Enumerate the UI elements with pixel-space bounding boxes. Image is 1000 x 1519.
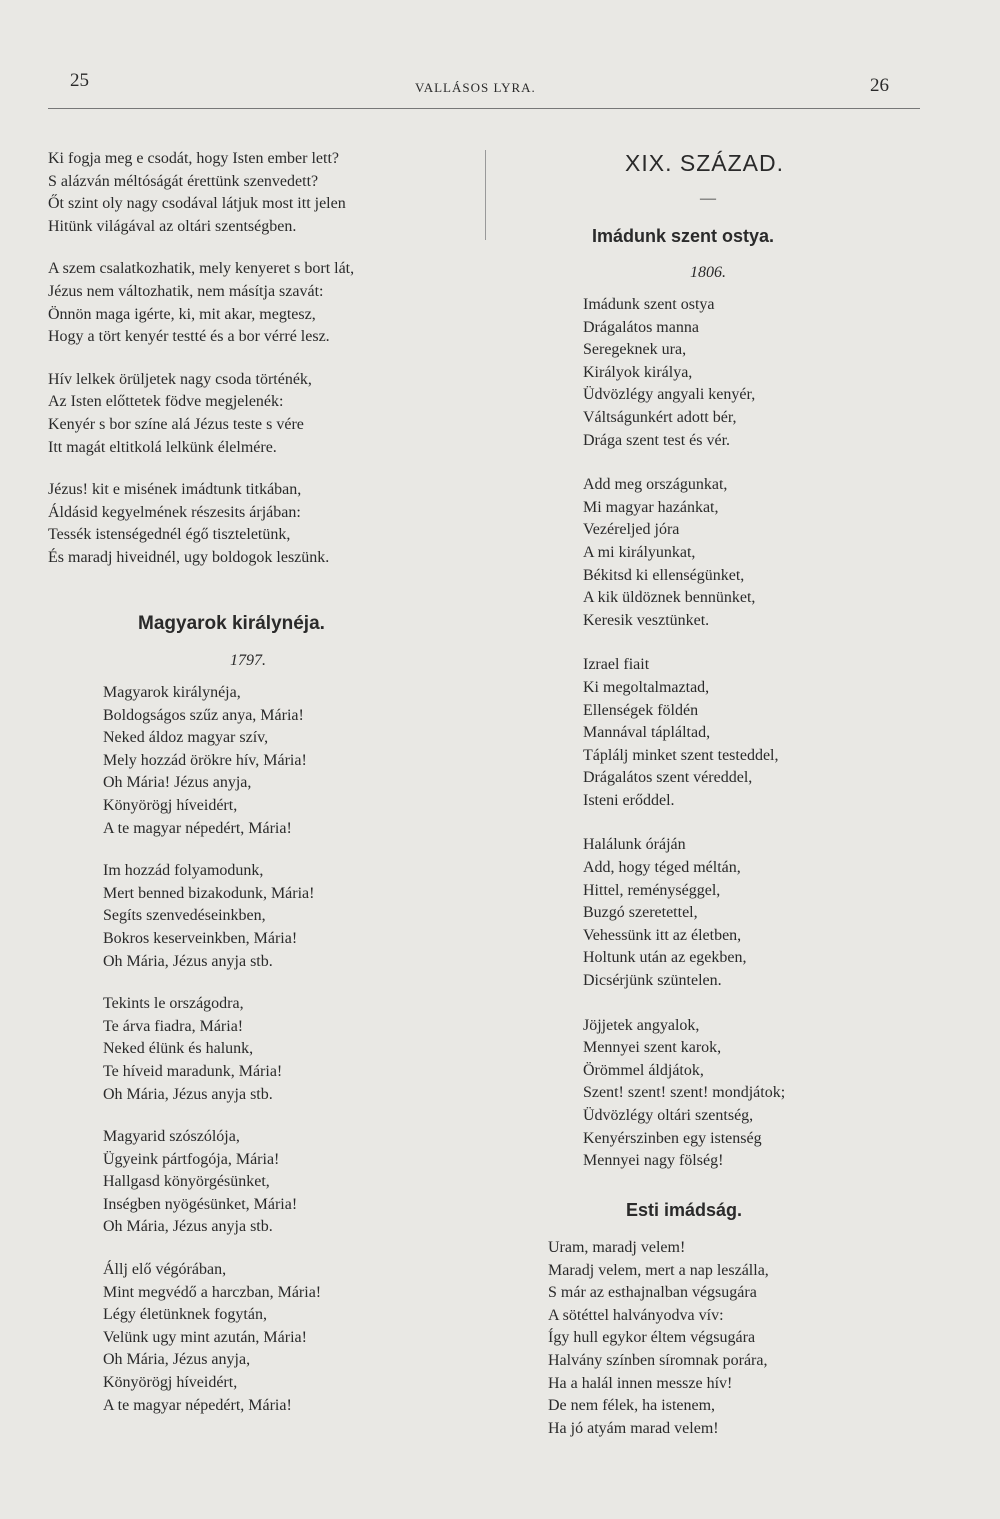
stanza — [103, 1126, 321, 1239]
verse-line: Drágalátos manna — [583, 318, 699, 336]
verse-line: Ügyeink pártfogója, Mária! — [103, 1150, 280, 1168]
verse-line: Segíts szenvedéseinkben, — [103, 907, 266, 925]
verse-line: A te magyar népedért, Mária! — [103, 1396, 292, 1414]
verse-line: Őt szint oly nagy csodával látjuk most itt jelen — [48, 195, 346, 213]
imadunk-poem — [583, 294, 785, 1173]
verse-line: Tekints le országodra, — [103, 995, 244, 1013]
verse-line: Kenyér s bor színe alá Jézus teste s vére — [48, 415, 304, 433]
verse-line: Halálunk óráján — [583, 836, 686, 854]
verse-line: Mely hozzád örökre hív, Mária! — [103, 751, 307, 769]
verse-line: Könyörögj híveidért, — [103, 796, 238, 814]
verse-line: Jöjjetek angyalok, — [583, 1016, 700, 1034]
verse-line: Im hozzád folyamodunk, — [103, 862, 264, 880]
imadunk-title: Imádunk szent ostya. — [592, 226, 775, 246]
heading-dash: — — [700, 190, 716, 207]
stanza — [48, 479, 354, 569]
verse-line: Mennyei szent karok, — [583, 1039, 722, 1057]
verse-line: S már az esthajnalban végsugára — [548, 1284, 757, 1302]
verse-line: Uram, maradj velem! — [548, 1239, 686, 1256]
verse-line: Izrael fiait — [583, 656, 650, 674]
stanza — [548, 1237, 769, 1440]
verse-line: Kenyérszinben egy istenség — [583, 1129, 762, 1147]
verse-line: Ki megoltalmaztad, — [583, 678, 710, 696]
verse-line: Tessék istenségednél égő tiszteletünk, — [48, 526, 291, 544]
verse-line: Ha a halál innen messze hív! — [548, 1374, 733, 1392]
verse-line: Dicsérjünk szüntelen. — [583, 972, 722, 990]
verse-line: Mi magyar hazánkat, — [583, 498, 719, 516]
verse-line: Oh Mária, Jézus anyja stb. — [103, 1218, 273, 1236]
verse-line: Táplálj minket szent testeddel, — [583, 746, 779, 764]
verse-line: Oh Mária, Jézus anyja, — [103, 1351, 251, 1369]
verse-line: Oh Mária! Jézus anyja, — [103, 774, 252, 792]
verse-line: Buzgó szeretettel, — [583, 904, 698, 922]
verse-line: Szent! szent! szent! mondjátok; — [583, 1084, 786, 1102]
verse-line: Maradj velem, mert a nap leszálla, — [548, 1261, 769, 1279]
esti-title: Esti imádság. — [626, 1200, 743, 1220]
verse-line: Halvány színben síromnak porára, — [548, 1351, 768, 1369]
verse-line: Vezéreljed jóra — [583, 521, 680, 539]
verse-line: A kik üldöznek bennünket, — [583, 589, 756, 607]
verse-line: Add meg országunkat, — [583, 476, 728, 494]
verse-line: Drágalátos szent véreddel, — [583, 769, 753, 787]
verse-line: Az Isten előttetek födve megjelenék: — [48, 393, 284, 411]
verse-line: A mi királyunkat, — [583, 543, 696, 561]
running-title: VALLÁSOS LYRA. — [415, 80, 536, 95]
verse-line: Seregeknek ura, — [583, 341, 687, 359]
verse-line: Ha jó atyám marad velem! — [548, 1419, 719, 1437]
stanza — [103, 682, 321, 840]
verse-line: Inségben nyögésünket, Mária! — [103, 1195, 298, 1213]
verse-line: Hitünk világával az oltári szentségben. — [48, 217, 297, 235]
magyarok-poem — [103, 682, 321, 1417]
verse-line: Mannával tápláltad, — [583, 724, 711, 742]
column-divider — [485, 150, 486, 240]
verse-line: Áldásid kegyelmének részesits árjában: — [48, 503, 301, 521]
verse-line: Ellenségek földén — [583, 701, 699, 719]
magyarok-year: 1797. — [230, 652, 266, 669]
stanza — [583, 834, 785, 992]
verse-line: És maradj hiveidnél, ugy boldogok leszünk. — [48, 548, 330, 566]
verse-line: Keresik vesztünket. — [583, 611, 710, 629]
verse-line: Légy életünknek fogytán, — [103, 1306, 267, 1324]
verse-line: Magyarid szószólója, — [103, 1128, 240, 1146]
verse-line: Te híveid maradunk, Mária! — [103, 1062, 283, 1080]
century-heading: XIX. SZÁZAD. — [625, 150, 784, 176]
stanza — [48, 148, 354, 238]
verse-line: Itt magát eltitkolá lelkünk élelmére. — [48, 438, 277, 456]
verse-line: Örömmel áldjátok, — [583, 1061, 704, 1079]
verse-line: Neked élünk és halunk, — [103, 1040, 254, 1058]
verse-line: De nem félek, ha istenem, — [548, 1397, 716, 1415]
verse-line: Hallgasd könyörgésünket, — [103, 1173, 270, 1191]
verse-line: Add, hogy téged méltán, — [583, 859, 741, 877]
verse-line: Hogy a tört kenyér testté és a bor vérré lesz. — [48, 328, 330, 346]
verse-line: Te árva fiadra, Mária! — [103, 1017, 244, 1035]
stanza — [103, 993, 321, 1106]
magyarok-title: Magyarok királynéja. — [138, 613, 325, 634]
verse-line: Drága szent test és vér. — [583, 431, 731, 449]
stanza — [583, 1015, 785, 1173]
verse-line: Békitsd ki ellenségünket, — [583, 566, 745, 584]
verse-line: Bokros keserveinkben, Mária! — [103, 929, 298, 947]
stanza — [583, 474, 785, 632]
verse-line: Hív lelkek örüljetek nagy csoda történék, — [48, 370, 312, 388]
verse-line: Neked áldoz magyar szív, — [103, 729, 269, 747]
verse-line: Királyok királya, — [583, 363, 693, 381]
stanza — [583, 654, 785, 812]
verse-line: Velünk ugy mint azután, Mária! — [103, 1328, 307, 1346]
stanza — [103, 1259, 321, 1417]
verse-line: Imádunk szent ostya — [583, 296, 715, 313]
left-top-poem — [48, 148, 354, 570]
left-page-number: 25 — [70, 70, 89, 91]
verse-line: A szem csalatkozhatik, mely kenyeret s bort lát, — [48, 260, 355, 278]
verse-line: Így hull egykor éltem végsugára — [548, 1329, 756, 1347]
verse-line: Jézus nem változhatik, nem másítja szavát: — [48, 282, 324, 300]
verse-line: Ki fogja meg e csodát, hogy Isten ember lett? — [48, 150, 340, 167]
verse-line: A te magyar népedért, Mária! — [103, 819, 292, 837]
verse-line: Isteni erőddel. — [583, 791, 675, 809]
verse-line: Mennyei nagy fölség! — [583, 1152, 724, 1170]
right-page-number: 26 — [870, 75, 889, 96]
verse-line: S alázván méltóságát érettünk szenvedett? — [48, 172, 319, 190]
verse-line: Mert benned bizakodunk, Mária! — [103, 884, 315, 902]
verse-line: A sötéttel halványodva vív: — [548, 1306, 724, 1324]
verse-line: Üdvözlégy angyali kenyér, — [583, 386, 756, 404]
verse-line: Hittel, reménységgel, — [583, 881, 721, 899]
stanza — [48, 258, 354, 348]
verse-line: Üdvözlégy oltári szentség, — [583, 1107, 754, 1124]
verse-line: Jézus! kit e misének imádtunk titkában, — [48, 481, 302, 499]
esti-poem — [548, 1237, 769, 1440]
stanza — [103, 860, 321, 973]
stanza — [583, 294, 785, 452]
header-rule — [48, 108, 920, 109]
verse-line: Oh Mária, Jézus anyja stb. — [103, 1085, 273, 1103]
verse-line: Mint megvédő a harczban, Mária! — [103, 1283, 322, 1301]
verse-line: Vehessünk itt az életben, — [583, 926, 742, 944]
stanza — [48, 369, 354, 459]
imadunk-year: 1806. — [690, 264, 726, 281]
verse-line: Állj elő végórában, — [103, 1261, 227, 1279]
verse-line: Holtunk után az egekben, — [583, 949, 747, 967]
verse-line: Oh Mária, Jézus anyja stb. — [103, 952, 273, 970]
verse-line: Könyörögj híveidért, — [103, 1374, 238, 1392]
verse-line: Váltságunkért adott bér, — [583, 408, 737, 426]
verse-line: Magyarok királynéja, — [103, 684, 241, 701]
verse-line: Önnön maga igérte, ki, mit akar, megtesz, — [48, 305, 316, 323]
verse-line: Boldogságos szűz anya, Mária! — [103, 706, 304, 724]
